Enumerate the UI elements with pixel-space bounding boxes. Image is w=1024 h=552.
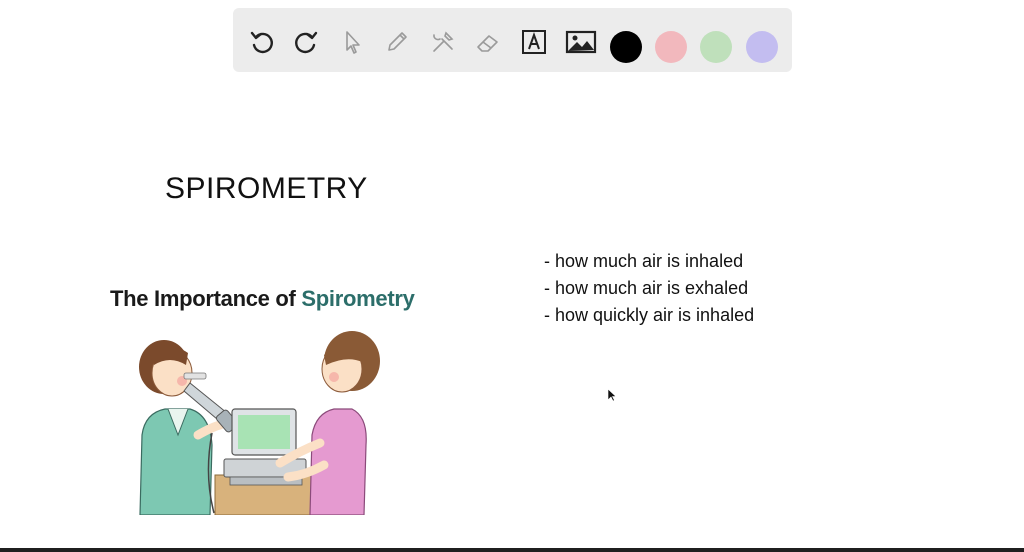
bullet-item: - how quickly air is inhaled	[544, 305, 755, 325]
color-swatch-purple[interactable]	[746, 31, 778, 63]
bullet-item: - how much air is inhaled	[544, 251, 744, 271]
redo-icon[interactable]	[292, 28, 320, 56]
slide-heading: SPIROMETRY	[165, 172, 368, 205]
spirometry-illustration	[120, 325, 400, 515]
color-swatch-green[interactable]	[700, 31, 732, 63]
pointer-icon[interactable]	[338, 28, 366, 56]
bullet-item: - how much air is exhaled	[544, 278, 749, 298]
bottom-edge	[0, 548, 1024, 552]
illustration-title-accent: Spirometry	[301, 286, 415, 311]
color-swatch-black[interactable]	[610, 31, 642, 63]
text-icon[interactable]	[520, 28, 548, 56]
undo-icon[interactable]	[248, 28, 276, 56]
color-swatch-pink[interactable]	[655, 31, 687, 63]
drawing-toolbar	[233, 8, 792, 72]
illustration-title	[110, 286, 415, 312]
eraser-icon[interactable]	[474, 28, 502, 56]
image-icon[interactable]	[565, 28, 597, 56]
bullet-list	[544, 250, 754, 331]
mouse-cursor-icon	[607, 388, 617, 402]
pen-icon[interactable]	[383, 28, 411, 56]
patient-figure	[139, 340, 220, 515]
illustration-title-prefix: The Importance of	[110, 286, 302, 311]
tools-icon[interactable]	[429, 28, 457, 56]
